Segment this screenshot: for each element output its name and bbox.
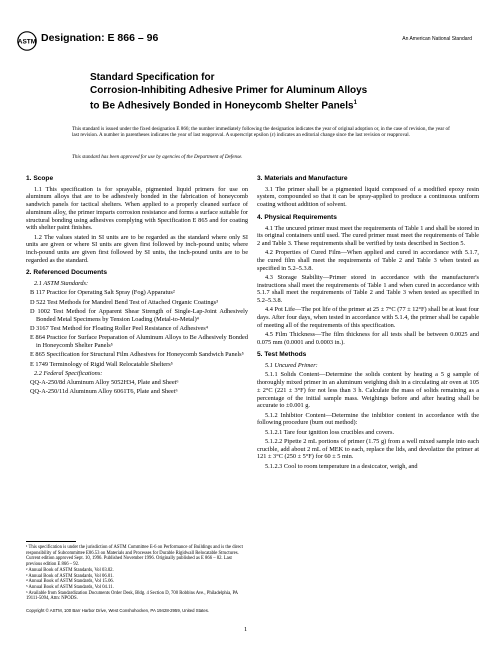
footnote: ¹ This specification is under the jurisdiction of ASTM Committee E-6 on Performance of Buildings and is the direct responsibility of Subcommittee E06.53 on Materials and Processes for Durable Rigidwall Relocatable Structures. xyxy=(26,545,243,556)
paragraph-1-1: 1.1 This specification is for sprayable, pigmented liquid primers for use on aluminum alloys that are to be adhesively bonded in the fabrication of honeycomb sandwich panels for tactical shelters. When applied to a properly cleaned surface of aluminum alloy, the primer imparts corrosion resistance and forms a surface suitable for structural bonding using adhesives complying with Specification E 865 and for coating with shelter paint finishes. xyxy=(26,185,248,232)
footnotes xyxy=(26,545,248,602)
footnote: ⁵ Annual Book of ASTM Standards, Vol 04.11. xyxy=(26,584,114,590)
paragraph-2-1: 2.1 ASTM Standards: xyxy=(34,280,89,288)
reference-item: D 1002 Test Method for Apparent Shear Strength of Single-Lap-Joint Adhesively Bonded Metal Specimens by Tension Loading (Metal-to-Metal)⁴ xyxy=(30,307,248,323)
paragraph-5-1-2-1: 5.1.2.1 Tare four ignition loss crucibles and covers. xyxy=(265,428,395,436)
reference-item: D 522 Test Methods for Mandrel Bend Test of Attached Organic Coatings³ xyxy=(30,298,218,306)
footnote: Current edition approved Sept. 10, 1996. Published November 1996. Originally published as E 866 – 82. Last previous edition E 866 – 92. xyxy=(26,556,232,568)
paragraph-5-1: 5.1 Uncured Primer: xyxy=(265,362,318,370)
paragraph-3-1: 3.1 The primer shall be a pigmented liquid composed of a modified epoxy resin system, compounded so that it can be spray-applied to produce a continuous uniform coating without addition of solvent. xyxy=(257,185,479,209)
reference-item: B 117 Practice for Operating Salt Spray (Fog) Apparatus² xyxy=(30,289,175,297)
astm-logo xyxy=(17,30,37,52)
section-1-heading: 1. Scope xyxy=(26,175,54,182)
paragraph-1-2: 1.2 The values stated in SI units are to be regarded as the standard where only SI units are given or where SI units are given first followed by inch-pound units; where inch-pound units are given first followed by SI units, the inch-pound units are to be regarded as the standard. xyxy=(26,233,248,264)
paragraph-4-2: 4.2 Properties of Cured Film—When applied and cured in accordance with 5.1.7, the cured film shall meet the requirements of Table 2 and Table 3 when tested as specified in 5.2–5.3.8. xyxy=(257,249,479,272)
title-footnote-marker: 1 xyxy=(353,100,357,106)
paragraph-5-1-2-2: 5.1.2.2 Pipette 2 mL portions of primer (1.75 g) from a well mixed sample into each crucible, add about 2 mL of MEK to each, replace the lids, and devolatize the primer at 121 ± 3°C (250 ± 5°F) for 60 ± 5 min. xyxy=(257,437,479,461)
approval-note: This standard has been approved for use by agencies of the Department of Defense. xyxy=(72,154,243,160)
designation-notice: This standard is issued under the fixed designation E 866; the number immediately following the designation indicates the year of original adoption or, in the case of revision, the year of last revision. A number in parentheses indicates the year of last reapproval. A superscript epsilon (ε) indicates an editorial change since the last revision or reapproval. xyxy=(72,126,450,139)
footnote: ³ Annual Book of ASTM Standards, Vol 06.01. xyxy=(26,573,114,579)
reference-item: D 3167 Test Method for Floating Roller Peel Resistance of Adhesives⁴ xyxy=(30,324,208,332)
reference-item: E 1749 Terminology of Rigid Wall Relocatable Shelters⁵ xyxy=(30,360,173,368)
paragraph-4-1: 4.1 The uncured primer must meet the requirements of Table 1 and shall be stored in its original containers until used. The cured primer must meet the requirements of Table 2 and Table 3. These requirements shall be verified by tests described in Section 5. xyxy=(257,224,479,247)
copyright-notice: Copyright © ASTM, 100 Barr Harbor Drive, West Conshohocken, PA 19428-2959, United States. xyxy=(26,608,210,613)
title-line-2: Corrosion-Inhibiting Adhesive Primer for Aluminum Alloys xyxy=(90,84,368,96)
reference-item: E 865 Specification for Structural Film Adhesives for Honeycomb Sandwich Panels⁵ xyxy=(30,351,244,359)
national-standard-label: An American National Standard xyxy=(402,36,472,42)
section-4-heading: 4. Physical Requirements xyxy=(257,213,337,221)
page-number: 1 xyxy=(244,626,248,633)
document-title xyxy=(90,72,420,113)
section-2-heading: 2. Referenced Documents xyxy=(26,269,107,277)
section-3-heading: 3. Materials and Manufacture xyxy=(257,175,348,182)
footnote: ⁶ Available from Standardization Documents Order Desk, Bldg. 4 Section D, 700 Robbins Ave., Philadelphia, PA 19111-5094, Attn: NPODS. xyxy=(26,590,238,602)
reference-item: QQ-A-250/11d Aluminum Alloy 6061T6, Plate and Sheet⁶ xyxy=(30,388,178,396)
reference-item: E 864 Practice for Surface Preparation of Aluminum Alloys to Be Adhesively Bonded in Honeycomb Shelter Panels⁵ xyxy=(30,334,248,349)
right-column xyxy=(257,170,479,472)
paragraph-4-5: 4.5 Film Thickness—The film thickness for all tests shall be between 0.0025 and 0.075 mm (0.0001 and 0.0003 in.). xyxy=(257,331,479,346)
reference-item: QQ-A-250/8d Aluminum Alloy 5052H34, Plate and Sheet⁶ xyxy=(30,379,179,387)
footnote-divider xyxy=(26,541,76,542)
footnote: ² Annual Book of ASTM Standards, Vol 03.02. xyxy=(26,567,114,573)
paragraph-4-4: 4.4 Pot Life—The pot life of the primer at 25 ± 7°C (77 ± 12°F) shall be at least four days. After four days, when tested in accordance with 5.1.4, the primer shall be capable of meeting all of the requirements of this specification. xyxy=(257,306,479,329)
paragraph-5-1-2-3: 5.1.2.3 Cool to room temperature in a desiccator, weigh, and xyxy=(265,462,418,470)
designation: Designation: E 866 – 96 xyxy=(41,32,159,44)
footnote: ⁴ Annual Book of ASTM Standards, Vol 15.06. xyxy=(26,579,114,585)
title-line-1: Standard Specification for xyxy=(90,72,215,83)
title-line-3: to Be Adhesively Bonded in Honeycomb Shelter Panels$^1$ xyxy=(90,100,357,112)
paragraph-5-1-2: 5.1.2 Inhibitor Content—Determine the inhibitor content in accordance with the following procedure (burn out method): xyxy=(257,411,479,427)
paragraph-2-2: 2.2 Federal Specifications: xyxy=(34,369,103,377)
paragraph-4-3: 4.3 Storage Stability—Primer stored in accordance with the manufacturer's instructions shall meet the requirements of Table 1 and when cured in accordance with 5.1.7 shall meet the requirements of Table 2 and Table 3 when tested as specified in 5.2–5.3.8. xyxy=(257,273,479,305)
section-5-heading: 5. Test Methods xyxy=(257,351,307,359)
left-column xyxy=(26,170,248,398)
svg-text:ASTM: ASTM xyxy=(17,38,37,46)
paragraph-5-1-1: 5.1.1 Solids Content—Determine the solids content by heating a 5 g sample of thoroughly mixed primer in an aluminum weighing dish in a circulating air oven at 105 ± 2°C (221 ± 3°F) for not less than 3 h. Calculate the mass of solids remaining as a percentage of the initial sample mass. Weighings before and after heating shall be accurate to ±0.001 g. xyxy=(257,371,479,410)
